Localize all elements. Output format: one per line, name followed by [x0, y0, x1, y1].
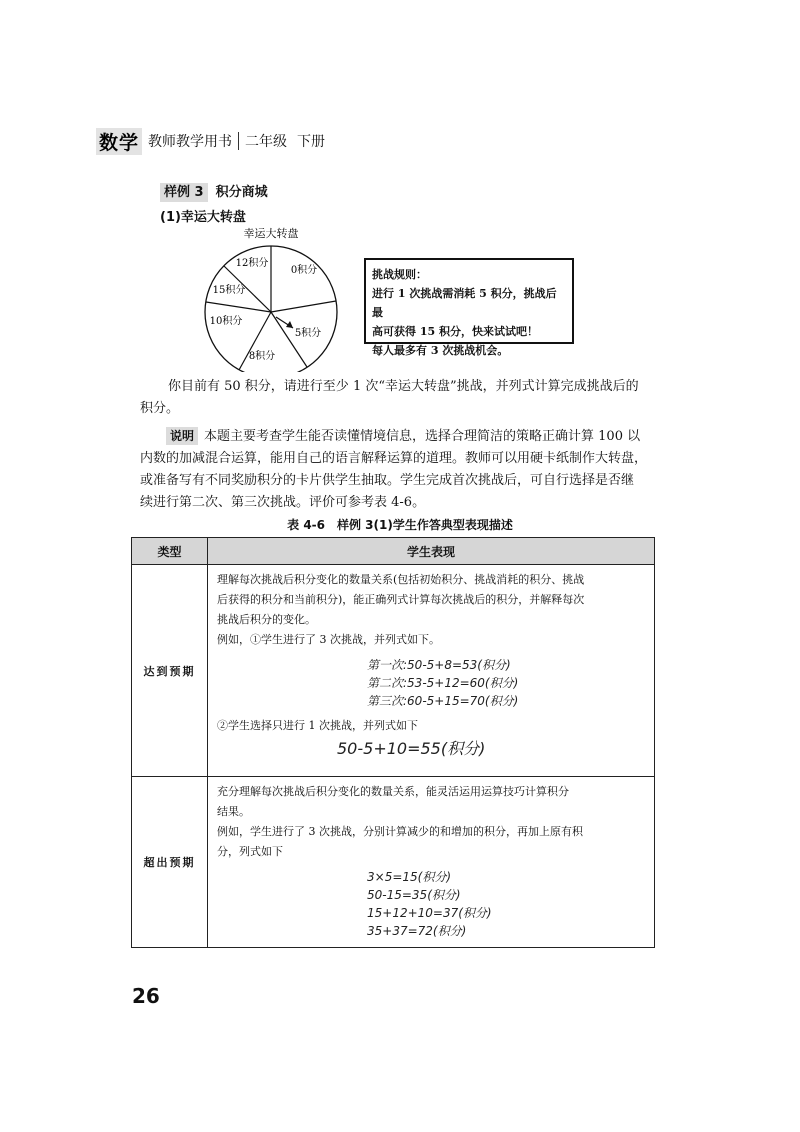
- wheel-sector-12: 12积分: [235, 258, 269, 269]
- handwriting-line: 第二次:53-5+12=60(积分): [367, 676, 519, 690]
- performance-cell: [208, 565, 655, 777]
- wheel-sector-0: 0积分: [290, 265, 318, 276]
- header-type: 类型: [132, 538, 208, 565]
- wheel-title: 幸运大转盘: [243, 227, 299, 240]
- explanation-line: 说明 本题主要考查学生能否读懂情境信息，选择合理简洁的策略正确计算 100 以: [140, 425, 660, 448]
- wheel-divider: [271, 301, 336, 312]
- handwriting-block: [367, 868, 645, 940]
- handwriting-line: 3×5=15(积分): [367, 870, 452, 884]
- rules-line: 高可获得 15 积分，快来试试吧！: [372, 325, 538, 338]
- cell-line: 例如，①学生进行了 3 次挑战，并列式如下。: [217, 633, 440, 646]
- explain-label: 说明: [166, 427, 198, 445]
- cell-line: 理解每次挑战后积分变化的数量关系(包括初始积分、挑战消耗的积分、挑战: [217, 573, 585, 586]
- handwriting-block: [367, 656, 645, 710]
- performance-table: [131, 537, 655, 948]
- wheel-divider: [271, 312, 307, 367]
- challenge-rules-box: [364, 258, 574, 357]
- table-row: [132, 777, 655, 948]
- header-performance: 学生表现: [208, 538, 655, 565]
- wheel-sector-8: 8积分: [248, 351, 276, 362]
- sub-heading: (1)幸运大转盘: [160, 210, 246, 225]
- category-cell: 达到预期: [132, 565, 208, 777]
- question-line: 你目前有 50 积分，请进行至少 1 次“幸运大转盘”挑战，并列式计算完成挑战后的: [168, 379, 639, 394]
- cell-line: 充分理解每次挑战后积分变化的数量关系，能灵活运用运算技巧计算积分: [217, 785, 569, 798]
- cell-line: 挑战后积分的变化。: [217, 613, 316, 626]
- wheel-sector-10: 10积分: [209, 316, 243, 327]
- wheel-sector-5: 5积分: [294, 328, 322, 339]
- cell-line: 例如，学生进行了 3 次挑战，分别计算减少的和增加的积分，再加上原有积: [217, 825, 583, 838]
- handwriting-line: 第一次:50-5+8=53(积分): [367, 658, 511, 672]
- lucky-wheel: [196, 222, 346, 372]
- explanation: [140, 425, 660, 514]
- cell-line: 分，列式如下: [217, 845, 283, 858]
- explanation-line: 内数的加减混合运算，能用自己的语言解释运算的道理。教师可以用硬卡纸制作大转盘，: [140, 451, 648, 466]
- volume-label: 下册: [297, 134, 326, 150]
- header-divider: [238, 132, 239, 150]
- wheel-sector-15: 15积分: [212, 285, 246, 296]
- handwriting-line: 50-15=35(积分): [367, 888, 461, 902]
- table-caption: 表 4-6 样例 3(1)学生作答典型表现描述: [287, 518, 513, 532]
- grade-label: 二年级: [245, 134, 288, 150]
- sample-title: 积分商城: [215, 185, 268, 200]
- rules-title: 挑战规则：: [372, 268, 427, 281]
- sample-label: 样例 3: [160, 183, 208, 202]
- question-line: 积分。: [140, 401, 180, 416]
- handwriting-line: 50-5+10=55(积分): [337, 739, 486, 758]
- page-number: 26: [132, 984, 160, 1008]
- performance-cell: [208, 777, 655, 948]
- page-header: [96, 128, 325, 154]
- handwriting-line: 第三次:60-5+15=70(积分): [367, 694, 519, 708]
- sample-heading: [160, 181, 268, 200]
- rules-line: 进行 1 次挑战需消耗 5 积分，挑战后最: [372, 287, 557, 319]
- cell-line: 结果。: [217, 805, 250, 818]
- explanation-line: 续进行第二次、第三次挑战。评价可参考表 4-6。: [140, 495, 426, 510]
- table-header-row: [132, 538, 655, 565]
- handwriting-line: 35+37=72(积分): [367, 924, 467, 938]
- handwriting-line: 15+12+10=37(积分): [367, 906, 492, 920]
- category-cell: 超出预期: [132, 777, 208, 948]
- cell-line: ②学生选择只进行 1 次挑战，并列式如下: [217, 719, 418, 732]
- book-title: 教师教学用书: [148, 134, 233, 150]
- cell-line: 后获得的积分和当前积分)，能正确列式计算每次挑战后的积分，并解释每次: [217, 593, 585, 606]
- explanation-line: 或准备写有不同奖励积分的卡片供学生抽取。学生完成首次挑战后，可自行选择是否继: [140, 473, 635, 488]
- table-row: [132, 565, 655, 777]
- wheel-divider: [206, 302, 271, 312]
- rules-line: 每人最多有 3 次挑战机会。: [372, 344, 509, 357]
- subject-title: 数学: [96, 128, 142, 155]
